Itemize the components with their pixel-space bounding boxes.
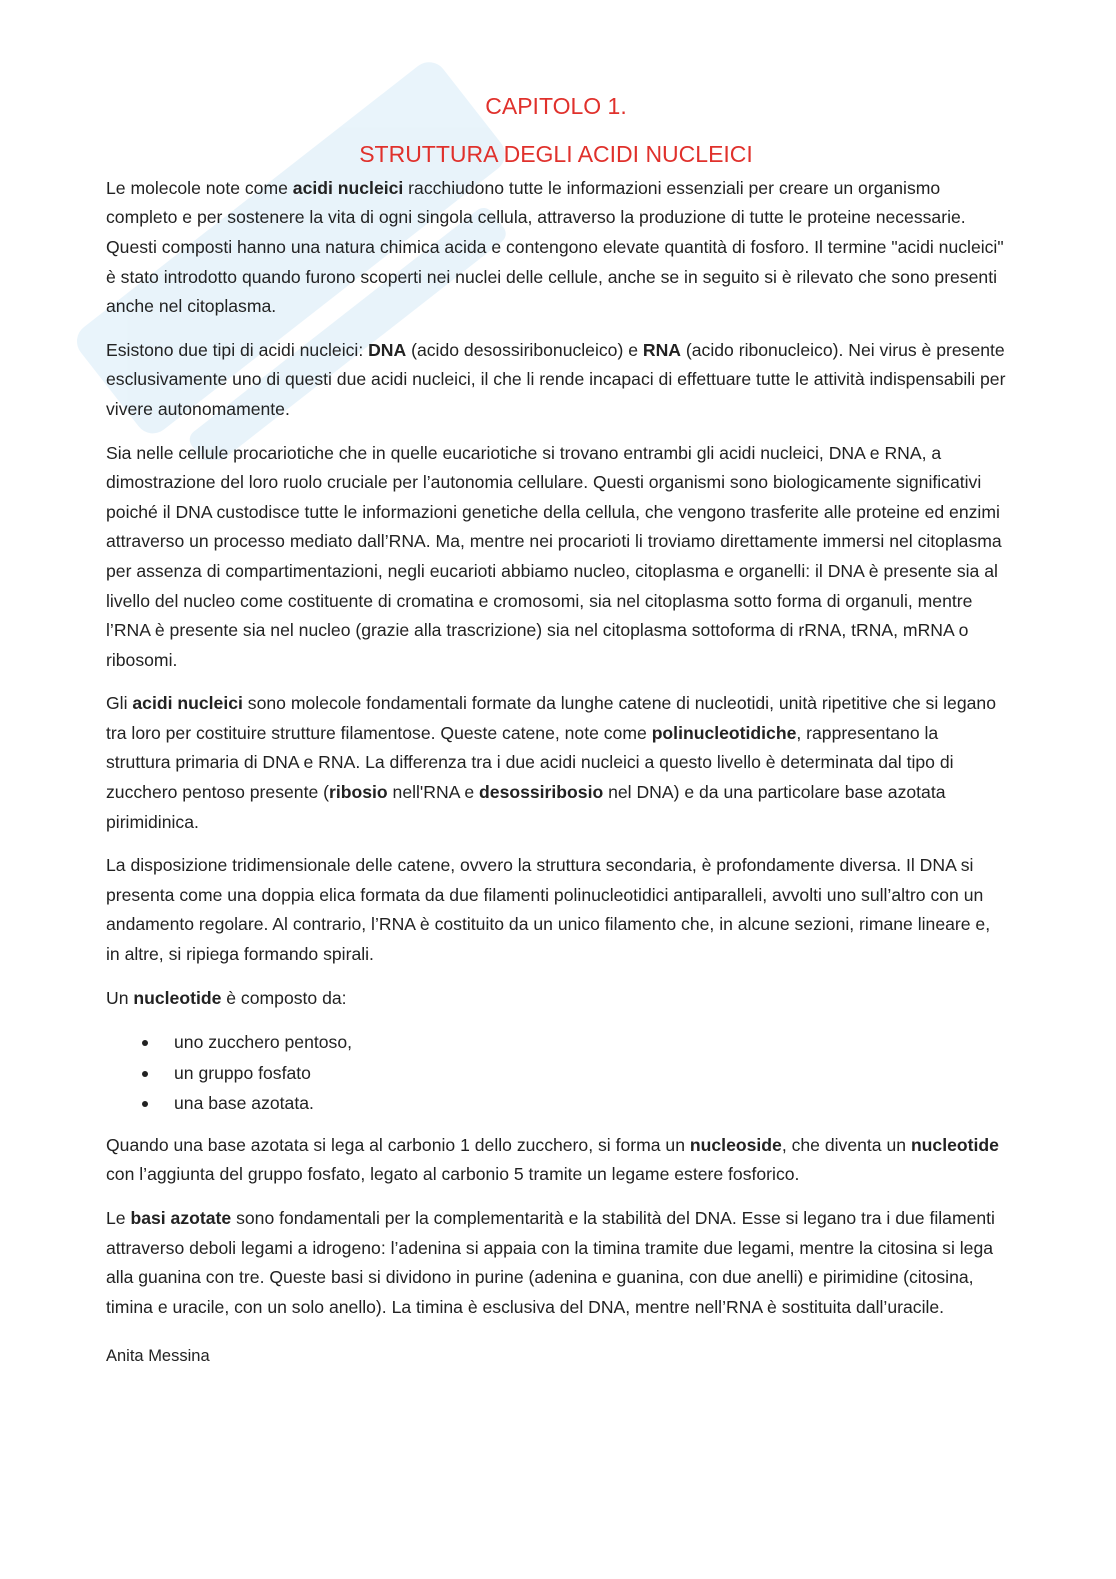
page-title: STRUTTURA DEGLI ACIDI NUCLEICI <box>359 140 753 167</box>
paragraph-8: Le basi azotate sono fondamentali per la complementarità e la stabilità del DNA. Esse si legano tra i due filamenti attraverso deboli legami a idrogeno: l’adenina si appaia con la timina tramite due legami, mentre la citosina si lega alla guanina con tre. Queste basi si dividono in purine (adenina e guanina, con due anelli) e pirimidine (citosina, timina e uracile, con un solo anello). La timina è esclusiva del DNA, mentre nell’RNA è sostituita dall’uracile. <box>106 1207 995 1317</box>
paragraph-5: La disposizione tridimensionale delle catene, ovvero la struttura secondaria, è profondamente diversa. Il DNA si presenta come una doppia elica formata da due filamenti polinucleotidici antiparalleli, avvolti uno sull’altro con un andamento regolare. Al contrario, l’RNA è costituito da un unico filamento che, in alcune sezioni, rimane lineare e, in altre, si ripiega formando spirali. <box>106 855 991 965</box>
nucleotide-components-list <box>106 1027 1006 1119</box>
list-item: uno zucchero pentoso, <box>106 1027 1006 1058</box>
chapter-heading: CAPITOLO 1. <box>485 93 627 119</box>
paragraph-6: Un nucleotide è composto da: <box>106 987 347 1008</box>
paragraph-7: Quando una base azotata si lega al carbonio 1 dello zucchero, si forma un nucleoside, che diventa un nucleotide con l’aggiunta del gruppo fosfato, legato al carbonio 5 tramite un legame estere fosforico. <box>106 1134 999 1185</box>
list-item: una base azotata. <box>106 1088 1006 1119</box>
bullet-icon <box>142 1101 148 1107</box>
paragraph-3: Sia nelle cellule procariotiche che in quelle eucariotiche si trovano entrambi gli acidi nucleici, DNA e RNA, a dimostrazione del loro ruolo cruciale per l’autonomia cellulare. Questi organismi sono biologicamente significativi poiché il DNA custodisce tutte le informazioni genetiche della cellula, che vengono trasferite alle proteine ed enzimi attraverso un processo mediato dall’RNA. Ma, mentre nei procarioti li troviamo direttamente immersi nel citoplasma per assenza di compartimentazioni, negli eucarioti abbiamo nucleo, citoplasma e organelli: il DNA è presente sia al livello del nucleo come costituente di cromatina e cromosomi, sia nel citoplasma sotto forma di organuli, mentre l’RNA è presente sia nel nucleo (grazie alla trascrizione) sia nel citoplasma sottoforma di rRNA, tRNA, mRNA o ribosomi. <box>106 442 1002 670</box>
bullet-icon <box>142 1071 148 1077</box>
document-page <box>106 92 1006 1368</box>
paragraph-4: Gli acidi nucleici sono molecole fondamentali formate da lunghe catene di nucleotidi, unità ripetitive che si legano tra loro per costituire strutture filamentose. Queste catene, note come polinucleotidiche, rappresentano la struttura primaria di DNA e RNA. La differenza tra i due acidi nucleici a questo livello è determinata dal tipo di zucchero pentoso presente (ribosio nell'RNA e desossiribosio nel DNA) e da una particolare base azotata pirimidinica. <box>106 693 996 832</box>
footer-author: Anita Messina <box>106 1347 210 1366</box>
paragraph-2: Esistono due tipi di acidi nucleici: DNA (acido desossiribonucleico) e RNA (acido ribonucleico). Nei virus è presente esclusivamente uno di questi due acidi nucleici, il che li rende incapaci di effettuare tutte le attività indispensabili per vivere autonomamente. <box>106 339 1006 419</box>
bullet-icon <box>142 1040 148 1046</box>
list-item: un gruppo fosfato <box>106 1058 1006 1089</box>
paragraph-1: Le molecole note come acidi nucleici racchiudono tutte le informazioni essenziali per creare un organismo completo e per sostenere la vita di ogni singola cellula, attraverso la produzione di tutte le proteine necessarie. Questi composti hanno una natura chimica acida e contengono elevate quantità di fosforo. Il termine "acidi nucleici" è stato introdotto quando furono scoperti nei nuclei delle cellule, anche se in seguito si è rilevato che sono presenti anche nel citoplasma. <box>106 177 1004 317</box>
